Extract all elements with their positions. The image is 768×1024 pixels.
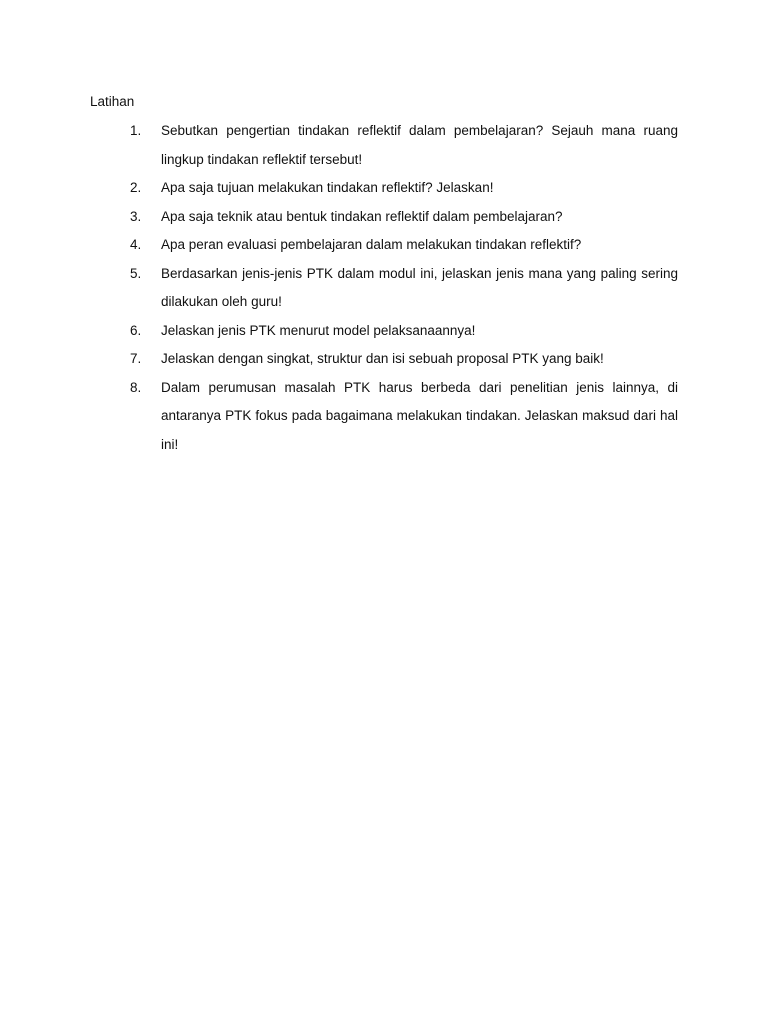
item-text: Jelaskan jenis PTK menurut model pelaksanaannya! (161, 322, 476, 338)
item-number: 7. (130, 351, 142, 366)
list-item (130, 203, 678, 232)
item-number: 1. (130, 123, 142, 138)
item-text: Sebutkan pengertian tindakan reflektif dalam pembelajaran? Sejauh mana ruang lingkup tindakan reflektif tersebut! (161, 123, 678, 167)
list-item (130, 174, 678, 203)
item-text: Apa peran evaluasi pembelajaran dalam melakukan tindakan reflektif? (161, 237, 582, 252)
item-text: Apa saja teknik atau bentuk tindakan reflektif dalam pembelajaran? (161, 208, 563, 224)
item-text: Dalam perumusan masalah PTK harus berbeda dari penelitian jenis lainnya, di antaranya PTK fokus pada bagaimana melakukan tindakan. Jelaskan maksud dari hal ini! (161, 379, 678, 452)
item-number: 2. (130, 180, 142, 195)
list-item (130, 317, 678, 346)
exercise-list (130, 117, 678, 459)
item-number: 6. (130, 322, 142, 338)
item-number: 4. (130, 237, 142, 252)
document-heading: Latihan (90, 94, 135, 109)
list-item (130, 117, 678, 174)
item-number: 5. (130, 265, 142, 281)
list-item (130, 345, 678, 374)
item-text: Berdasarkan jenis-jenis PTK dalam modul ini, jelaskan jenis mana yang paling sering dilakukan oleh guru! (161, 265, 678, 309)
list-item (130, 260, 678, 317)
item-number: 8. (130, 379, 142, 395)
item-text: Jelaskan dengan singkat, struktur dan isi sebuah proposal PTK yang baik! (161, 351, 604, 366)
item-text: Apa saja tujuan melakukan tindakan reflektif? Jelaskan! (161, 180, 494, 195)
list-item (130, 374, 678, 460)
list-item (130, 231, 678, 260)
item-number: 3. (130, 208, 142, 224)
